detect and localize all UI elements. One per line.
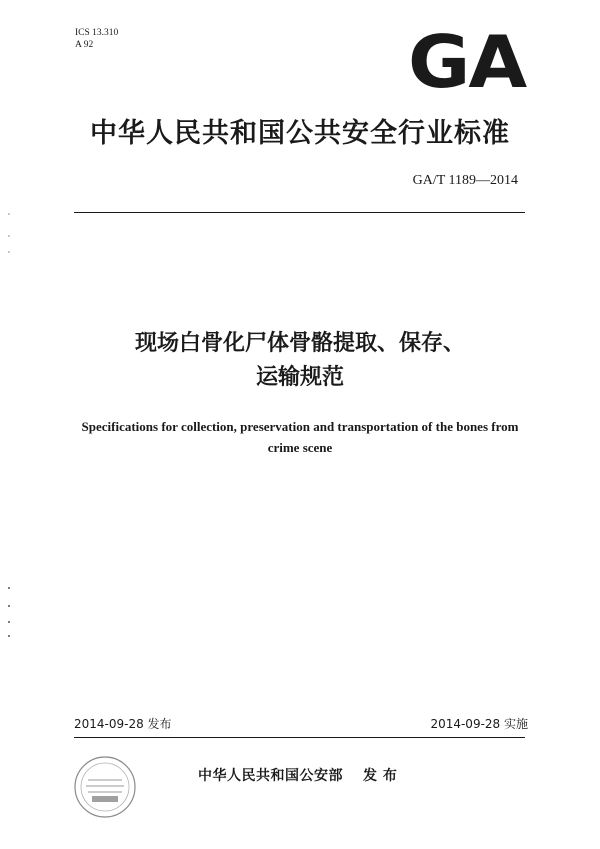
issuing-authority: [198, 765, 397, 785]
implementation-date: 2014-09-28 实施: [430, 717, 528, 731]
chinese-title-line-1: 现场白骨化尸体骨骼提取、保存、: [134, 331, 465, 356]
issuer-name: 中华人民共和国公安部: [198, 768, 343, 784]
bottom-divider: [74, 737, 525, 738]
ccs-code: A 92: [75, 40, 94, 50]
classification-codes: [75, 27, 118, 51]
circular-stamp-icon: [72, 754, 138, 820]
chinese-title-line-2: 运输规范: [255, 365, 344, 390]
ics-code: ICS 13.310: [75, 28, 119, 38]
chinese-title: [0, 327, 600, 395]
english-title: [60, 416, 540, 458]
top-divider: [74, 212, 525, 213]
scan-margin-marks: [6, 0, 12, 849]
english-title-line-2: crime scene: [267, 440, 333, 455]
ga-logo: GA: [408, 19, 526, 105]
english-title-line-1: Specifications for collection, preservation and transportation of the bones from: [81, 419, 519, 434]
issue-date: 2014-09-28 发布: [74, 717, 172, 731]
publish-label: 发 布: [363, 768, 398, 784]
standard-number: GA/T 1189—2014: [412, 173, 518, 188]
standard-category-title: 中华人民共和国公共安全行业标准: [90, 118, 510, 149]
